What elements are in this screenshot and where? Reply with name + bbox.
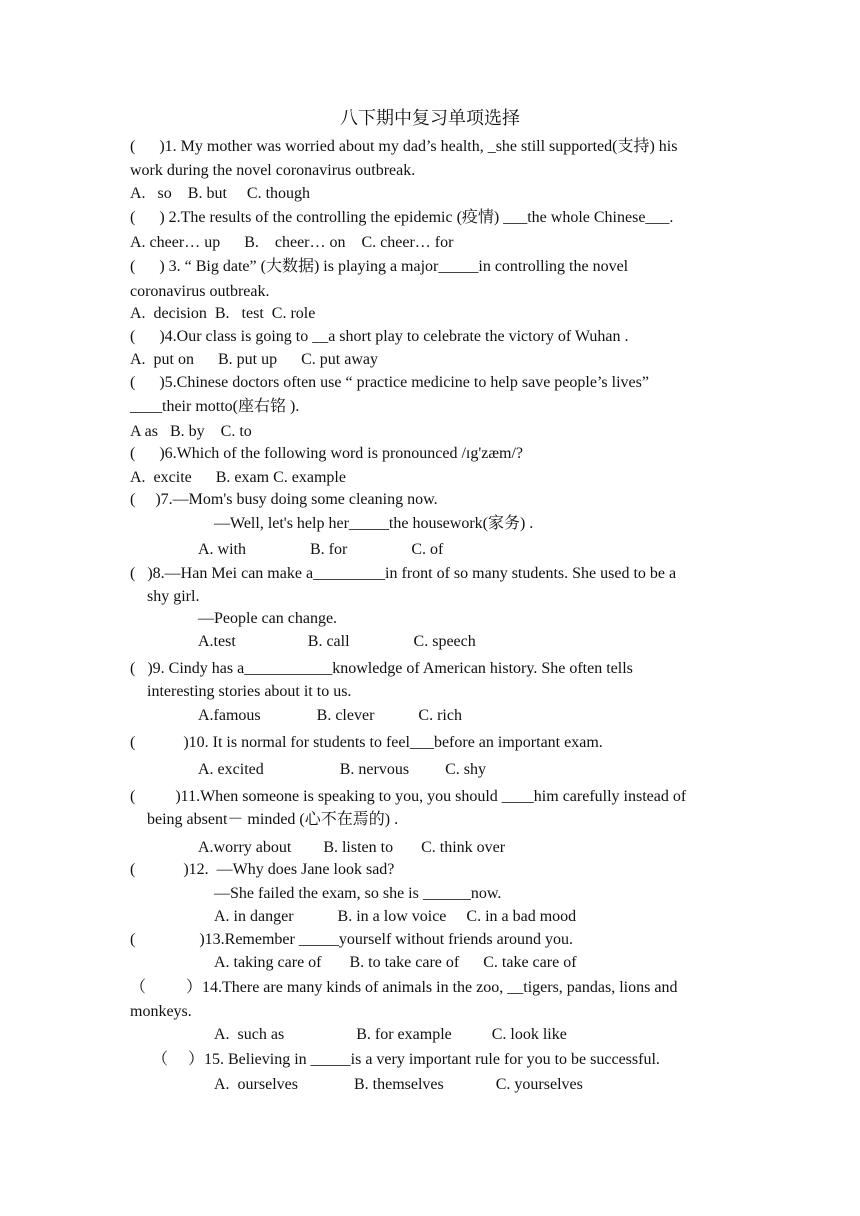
q12-stem: ( )12. —Why does Jane look sad? <box>130 861 395 878</box>
q11-options: A.worry about B. listen to C. think over <box>198 839 506 856</box>
q3-stem-cont: coronavirus outbreak. <box>130 283 270 300</box>
q14-options: A. such as B. for example C. look like <box>214 1026 567 1043</box>
page-title: 八下期中复习单项选择 <box>340 108 520 129</box>
q15-stem: （ ）15. Believing in _____is a very important rule for you to be successful. <box>152 1051 660 1068</box>
q12-reply: —She failed the exam, so she is ______now. <box>214 885 502 902</box>
q10-stem: ( )10. It is normal for students to feel___before an important exam. <box>130 734 603 751</box>
q6-options: A. excite B. exam C. example <box>130 469 346 486</box>
q14-stem: （ ）14.There are many kinds of animals in the zoo, __tigers, pandas, lions and <box>130 979 678 996</box>
q10-options: A. excited B. nervous C. shy <box>198 761 486 778</box>
q8-options: A.test B. call C. speech <box>198 633 476 650</box>
q13-stem: ( )13.Remember _____yourself without friends around you. <box>130 931 574 948</box>
q1-options: A. so B. but C. though <box>130 185 311 202</box>
q1-stem-cont: work during the novel coronavirus outbreak. <box>130 162 416 179</box>
q11-stem-cont: being absent－ minded (心不在焉的) . <box>147 811 399 828</box>
q3-options: A. decision B. test C. role <box>130 305 316 322</box>
q2-stem: ( ) 2.The results of the controlling the epidemic (疫情) ___the whole Chinese___. <box>130 209 674 226</box>
q14-stem-cont: monkeys. <box>130 1003 192 1020</box>
q3-stem: ( ) 3. “ Big date” (大数据) is playing a major_____in controlling the novel <box>130 258 629 275</box>
q8-stem: ( )8.—Han Mei can make a_________in front of so many students. She used to be a <box>130 565 677 582</box>
q15-options: A. ourselves B. themselves C. yourselves <box>214 1076 583 1093</box>
q5-stem: ( )5.Chinese doctors often use “ practice medicine to help save people’s lives” <box>130 374 649 391</box>
q12-options: A. in danger B. in a low voice C. in a bad mood <box>214 908 577 925</box>
q5-options: A as B. by C. to <box>130 423 252 440</box>
q1-stem: ( )1. My mother was worried about my dad’s health, _she still supported(支持) his <box>130 138 678 155</box>
q6-stem: ( )6.Which of the following word is pronounced /ɪg'zæm/? <box>130 445 524 462</box>
q4-stem: ( )4.Our class is going to __a short play to celebrate the victory of Wuhan . <box>130 328 629 345</box>
q13-options: A. taking care of B. to take care of C. take care of <box>214 954 577 971</box>
q8-reply: —People can change. <box>198 610 338 627</box>
q7-reply: —Well, let's help her_____the housework(家务) . <box>214 515 534 532</box>
q7-stem: ( )7.—Mom's busy doing some cleaning now. <box>130 491 438 508</box>
q8-stem-cont: shy girl. <box>147 588 200 605</box>
q9-options: A.famous B. clever C. rich <box>198 707 462 724</box>
q5-stem-cont: ____their motto(座右铭 ). <box>130 398 300 415</box>
q11-stem: ( )11.When someone is speaking to you, you should ____him carefully instead of <box>130 788 687 805</box>
q7-options: A. with B. for C. of <box>198 541 444 558</box>
q9-stem: ( )9. Cindy has a___________knowledge of American history. She often tells <box>130 660 633 677</box>
q4-options: A. put on B. put up C. put away <box>130 351 378 368</box>
q9-stem-cont: interesting stories about it to us. <box>147 683 352 700</box>
q2-options: A. cheer… up B. cheer… on C. cheer… for <box>130 234 454 251</box>
